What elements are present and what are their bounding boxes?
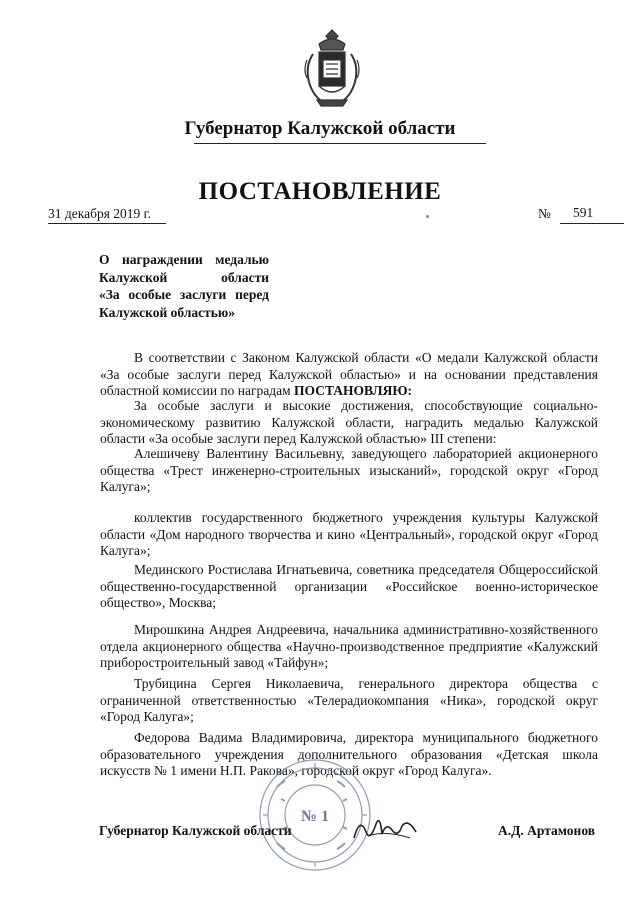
title-rule [194,143,486,144]
document-number: 591 [573,205,594,220]
recipient-paragraph: Мирошкина Андрея Андреевича, начальника административно-хозяйственного отдела акционерного общества «Научно-производственное предприятие «Калужский приборостроительный завод «Тайфун»; [100,622,598,670]
subject-line: «За особые заслуги перед [99,287,269,302]
recipient-paragraph: коллектив государственного бюджетного учреждения культуры Калужской области «Дом народного творчества и кино «Центральный», городской округ «Город Калуга»; [100,510,598,558]
document-date: 31 декабря 2019 г. [48,206,152,221]
subject-line: О награждении медалью [99,252,269,267]
document-type: ПОСТАНОВЛЕНИЕ [198,178,442,205]
recipient-paragraph: Федорова Вадима Владимировича, директора муниципального бюджетного образовательного учреждения дополнительного образования «Детская школа искусств № 1 имени Н.П. Ракова», городской округ «Город Калуга». [100,730,598,778]
subject-line: Калужской областью» [99,304,235,320]
recipient-paragraph: Мединского Ростислава Игнатьевича, советника председателя Общероссийской общественно-государственной организации «Российское военно-историческое общество», Москва; [100,562,598,610]
number-label: № [538,206,551,221]
recipient-paragraph: Алешичеву Валентину Васильевну, заведующего лабораторией акционерного общества «Трест инженерно-строительных изысканий», городской округ «Город Калуга»; [100,446,598,494]
signatory-name: А.Д. Артамонов [498,823,596,838]
number-underline [560,223,624,224]
award-paragraph: За особые заслуги и высокие достижения, способствующие социально-экономическому развитию Калужской области, наградить медалью Калужской области «За особые заслуги перед Калужской областью» III степени: [100,398,598,446]
coat-of-arms-icon [299,26,365,110]
scan-speck [426,215,429,218]
handwritten-signature [350,808,420,848]
intro-text: В соответствии с Законом Калужской области «О медали Калужской области «За особые заслуги перед Калужской областью» и на основании представления областной комиссии по наградам [100,350,598,398]
recipient-paragraph: Трубицина Сергея Николаевича, генерального директора общества с ограниченной ответственностью «Телерадиокомпания «Ника», городской округ «Город Калуга»; [100,676,598,724]
document-subject [99,251,269,321]
issuer-title: Губернатор Калужской области [184,118,456,139]
intro-paragraph [100,350,598,400]
signatory-title: Губернатор Калужской области [99,823,292,838]
seal-number: № 1 [300,808,330,825]
date-underline [48,223,166,224]
decree-keyword: ПОСТАНОВЛЯЮ: [294,383,413,398]
subject-line: Калужской области [99,269,269,285]
